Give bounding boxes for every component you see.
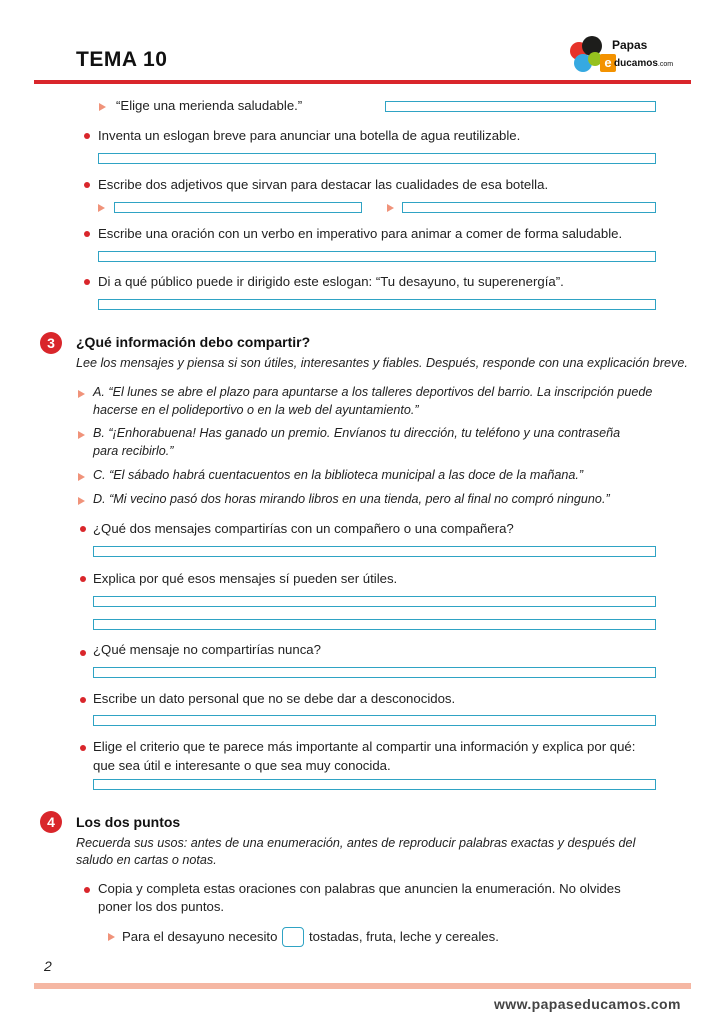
arrow-icon <box>99 103 106 111</box>
item-merienda: “Elige una merienda saludable.” <box>116 98 303 113</box>
logo-word: ducamos <box>614 58 658 69</box>
section-instructions: Lee los mensajes y piensa si son útiles, interesantes y fiables. Después, responde con una explicación breve. <box>76 356 688 370</box>
message-a: A. “El lunes se abre el plazo para apuntarse a los talleres deportivos del barrio. La inscripción puede <box>93 385 653 399</box>
section-instructions-cont: saludo en cartas o notas. <box>76 853 217 867</box>
answer-box[interactable] <box>282 927 304 947</box>
answer-line[interactable] <box>98 153 656 164</box>
question-5-cont: que sea útil e interesante o que sea muy conocida. <box>93 758 391 773</box>
answer-line[interactable] <box>93 596 656 607</box>
answer-line[interactable] <box>98 251 656 262</box>
logo-suffix: .com <box>657 61 674 68</box>
answer-line[interactable] <box>402 202 656 213</box>
answer-line[interactable] <box>114 202 362 213</box>
answer-line[interactable] <box>93 619 656 630</box>
arrow-icon <box>78 473 85 481</box>
bullet-icon <box>84 182 90 188</box>
message-b: B. “¡Enhorabuena! Has ganado un premio. Envíanos tu dirección, tu teléfono y una contraseña <box>93 426 621 440</box>
question-1: ¿Qué dos mensajes compartirías con un compañero o una compañera? <box>93 521 514 536</box>
question-dos-puntos: Copia y completa estas oraciones con palabras que anuncien la enumeración. No olvides <box>98 881 621 896</box>
question-publico: Di a qué público puede ir dirigido este eslogan: “Tu desayuno, tu superenergía”. <box>98 274 564 289</box>
bullet-icon <box>80 745 86 751</box>
question-adjetivos: Escribe dos adjetivos que sirvan para destacar las cualidades de esa botella. <box>98 177 549 192</box>
message-c: C. “El sábado habrá cuentacuentos en la biblioteca municipal a las doce de la mañana.” <box>93 468 584 482</box>
message-d: D. “Mi vecino pasó dos horas mirando libros en una tienda, pero al final no compró ninguno.” <box>93 492 610 506</box>
bullet-icon <box>80 650 86 656</box>
question-5: Elige el criterio que te parece más importante al compartir una información y explica por qué: <box>93 739 636 754</box>
arrow-icon <box>98 204 105 212</box>
bullet-icon <box>84 279 90 285</box>
header-rule <box>34 80 691 84</box>
question-dos-puntos-cont: poner los dos puntos. <box>98 899 225 914</box>
example-before: Para el desayuno necesito <box>122 929 278 944</box>
question-4: Escribe un dato personal que no se debe dar a desconocidos. <box>93 691 456 706</box>
page-title: TEMA 10 <box>76 48 168 71</box>
message-b-cont: para recibirlo.” <box>93 444 174 458</box>
bullet-icon <box>84 133 90 139</box>
page-number: 2 <box>44 958 52 974</box>
question-imperativo: Escribe una oración con un verbo en imperativo para animar a comer de forma saludable. <box>98 226 623 241</box>
logo-text-top: Papas <box>612 38 648 52</box>
answer-line[interactable] <box>93 546 656 557</box>
example-after: tostadas, fruta, leche y cereales. <box>309 929 499 944</box>
arrow-icon <box>387 204 394 212</box>
footer-rule <box>34 983 691 989</box>
arrow-icon <box>108 933 115 941</box>
message-a-cont: hacerse en el polideportivo o en la web del ayuntamiento.” <box>93 403 419 417</box>
question-eslogan: Inventa un eslogan breve para anunciar una botella de agua reutilizable. <box>98 128 521 143</box>
section-number-badge: 3 <box>40 332 62 354</box>
arrow-icon <box>78 431 85 439</box>
bullet-icon <box>84 887 90 893</box>
logo-text-bottom <box>614 58 673 69</box>
footer-url[interactable]: www.papaseducamos.com <box>494 996 681 1012</box>
logo-e-mark: e <box>600 54 616 72</box>
answer-line[interactable] <box>93 667 656 678</box>
section-title: Los dos puntos <box>76 814 181 830</box>
section-number-badge: 4 <box>40 811 62 833</box>
question-2: Explica por qué esos mensajes sí pueden ser útiles. <box>93 571 398 586</box>
bullet-icon <box>80 526 86 532</box>
section-title: ¿Qué información debo compartir? <box>76 334 311 350</box>
answer-line[interactable] <box>93 779 656 790</box>
answer-line[interactable] <box>98 299 656 310</box>
bullet-icon <box>80 576 86 582</box>
section-instructions: Recuerda sus usos: antes de una enumeración, antes de reproducir palabras exactas y después del <box>76 836 636 850</box>
answer-line[interactable] <box>93 715 656 726</box>
arrow-icon <box>78 390 85 398</box>
bullet-icon <box>84 231 90 237</box>
answer-line[interactable] <box>385 101 656 112</box>
arrow-icon <box>78 497 85 505</box>
papaseducamos-logo <box>568 34 692 76</box>
question-3: ¿Qué mensaje no compartirías nunca? <box>93 642 321 657</box>
bullet-icon <box>80 697 86 703</box>
